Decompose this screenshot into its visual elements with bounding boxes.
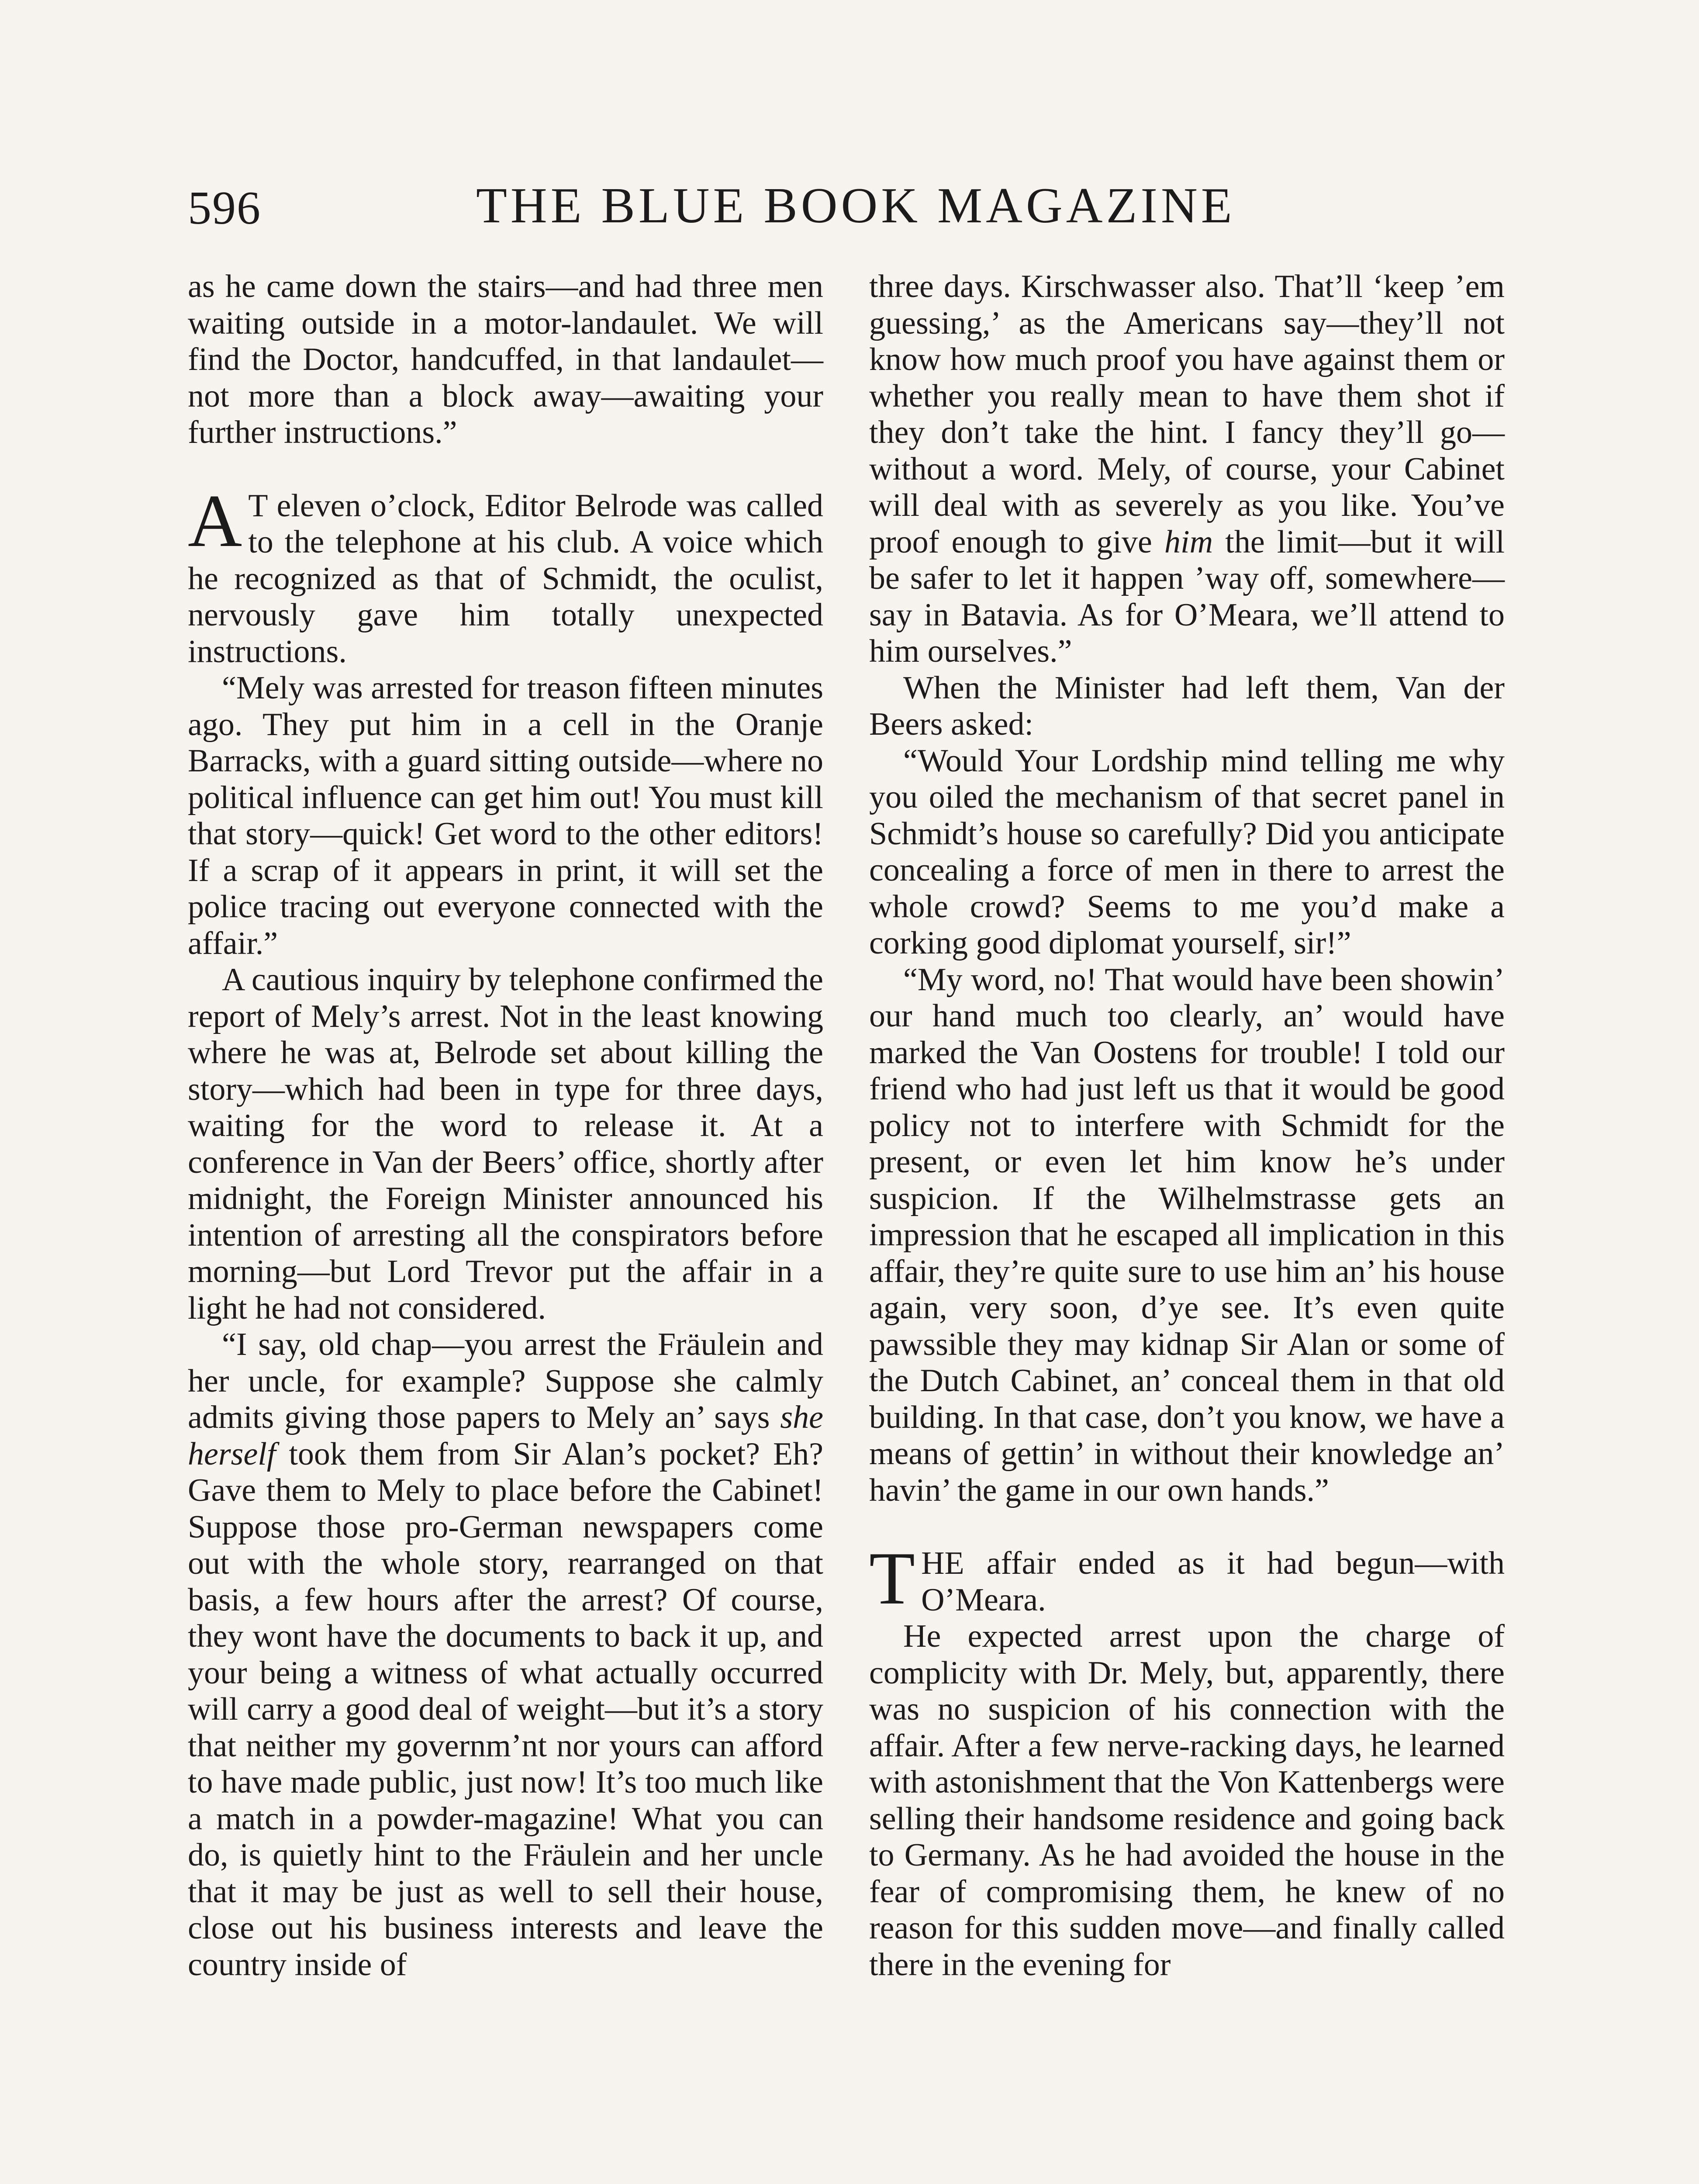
paragraph — [188, 1327, 823, 1983]
italic-text: him — [1164, 524, 1213, 560]
paragraph: He expected arrest upon the charge of complicity with Dr. Mely, but, apparently, there was no suspicion of his connection with the affair. After a few nerve-racking days, he learned with astonishment that the Von Kattenbergs were selling their handsome residence and going back to Germany. As he had avoided the house in the fear of compromising them, he knew of no reason for this sudden move—and finally called there in the evening for — [869, 1618, 1505, 1983]
left-column — [188, 269, 823, 1983]
drop-cap: T — [869, 1537, 915, 1620]
paragraph: When the Minister had left them, Van der Beers asked: — [869, 670, 1505, 742]
paragraph: as he came down the stairs—and had three men waiting outside in a motor-landaulet. We will find the Doctor, handcuffed, in that landaulet—not more than a block away—awaiting your further instructions.” — [188, 269, 823, 450]
paragraph-text: T eleven o’clock, Editor Belrode was called to the telephone at his club. A voice which he recognized as that of Schmidt, the oculist, nervously gave him totally unexpected instructions. — [188, 487, 823, 670]
paragraph-text: took them from Sir Alan’s pocket? Eh? Gave them to Mely to place before the Cabinet! Suppose those pro-German newspapers come out with the whole story, rearranged on that basis, a few hours after the arrest? Of course, they wont have the documents to back it up, and your being a witness of what actually occurred will carry a good deal of weight—but it’s a story that neither my governm’nt nor yours can afford to have made public, just now! It’s too much like a match in a powder-magazine! What you can do, is quietly hint to the Fräulein and her uncle that it may be just as well to sell their house, close out his business interests and leave the country inside of — [188, 1436, 823, 1983]
paragraph: “Would Your Lordship mind telling me why you oiled the mechanism of that secret panel in Schmidt’s house so carefully? Did you anticipate concealing a force of men in there to arrest the whole crowd? Seems to me you’d make a corking good diplomat yourself, sir!” — [869, 743, 1505, 961]
paragraph-text: “I say, old chap—you arrest the Fräulein and her uncle, for example? Suppose she calmly admits giving those papers to Mely an’ says — [188, 1327, 823, 1435]
paragraph: “Mely was arrested for treason fifteen minutes ago. They put him in a cell in the Oranje Barracks, with a guard sitting outside—where no political influence can get him out! You must kill that story—quick! Get word to the other editors! If a scrap of it appears in print, it will set the police tracing out everyone connected with the affair.” — [188, 670, 823, 961]
italic-text: she herself — [188, 1400, 823, 1472]
paragraph — [869, 269, 1505, 670]
paragraph-text: the limit—but it will be safer to let it happen ’way off, somewhere—say in Batavia. As for O’Meara, we’ll attend to him ourselves.” — [869, 524, 1505, 669]
paragraph: “My word, no! That would have been showin’ our hand much too clearly, an’ would have marked the Van Oostens for trouble! I told our friend who had just left us that it would be good policy not to interfere with Schmidt for the present, or even let him know he’s under suspicion. If the Wilhelmstrasse gets an impression that he escaped all implication in this affair, they’re quite sure to use him an’ his house again, very soon, d’ye see. It’s even quite pawssible they may kidnap Sir Alan or some of the Dutch Cabinet, an’ conceal them in that old building. In that case, don’t you know, we have a means of gettin’ in without their knowledge an’ havin’ the game in our own hands.” — [869, 961, 1505, 1508]
magazine-title: THE BLUE BOOK MAGAZINE — [476, 178, 1236, 234]
section-paragraph — [869, 1537, 1505, 1620]
paragraph: A cautious inquiry by telephone confirmed the report of Mely’s arrest. Not in the least knowing where he was at, Belrode set about killing the story—which had been in type for three days, waiting for the word to release it. At a conference in Van der Beers’ office, shortly after midnight, the Foreign Minister announced his intention of arresting all the conspirators before morning—but Lord Trevor put the affair in a light he had not considered. — [188, 962, 823, 1326]
section-paragraph — [188, 479, 823, 670]
paragraph-text: three days. Kirschwasser also. That’ll ‘keep ’em guessing,’ as the Americans say—they’ll not know how much proof you have against them or whether you really mean to have them shot if they don’t take the hint. I fancy they’ll go—without a word. Mely, of course, your Cabinet will deal with as severely as you like. You’ve proof enough to give — [869, 269, 1505, 560]
paragraph-text: HE affair ended as it had begun—with O’Meara. — [921, 1545, 1505, 1618]
page-number: 596 — [188, 182, 261, 234]
page-header — [188, 177, 1520, 242]
drop-cap: A — [188, 479, 242, 563]
right-column — [869, 269, 1505, 1983]
